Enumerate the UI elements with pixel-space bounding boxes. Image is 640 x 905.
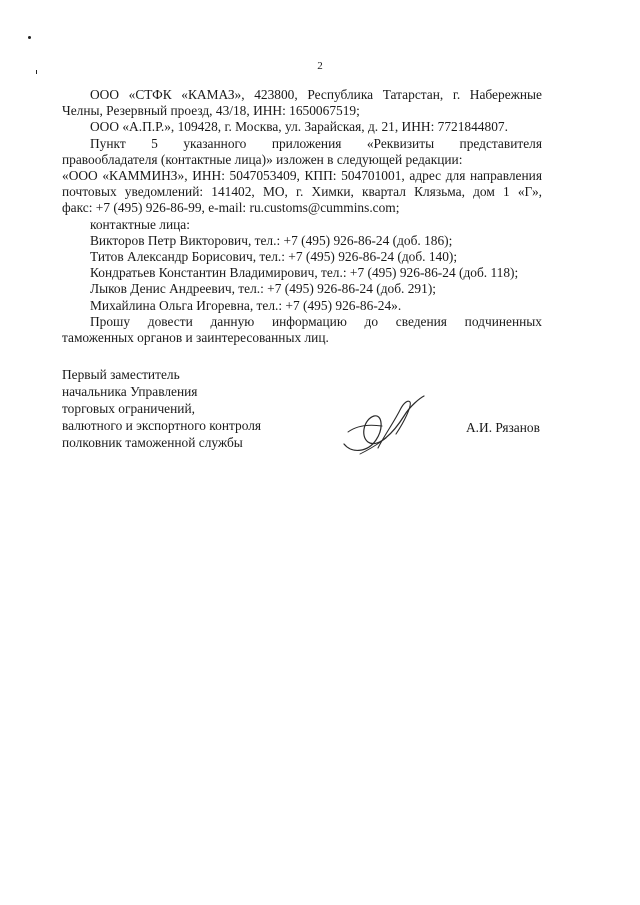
signatory-title-line: начальника Управления (62, 384, 198, 399)
signatory-title-line: торговых ограничений, (62, 401, 195, 416)
contact-item: Кондратьев Константин Владимирович, тел.: +7 (495) 926-86-24 (доб. 118); (90, 265, 519, 281)
contact-item: Викторов Петр Викторович, тел.: +7 (495) 926-86-24 (доб. 186); (90, 232, 453, 248)
text-line: Пункт 5 указанного приложения «Реквизиты представителя (90, 135, 542, 151)
paragraph-camminz (62, 168, 542, 217)
text-line: Челны, Резервный проезд, 43/18, ИНН: 1650067519; (62, 103, 360, 119)
signatory-title-line: полковник таможенной службы (62, 435, 243, 450)
text-line: факс: +7 (495) 926-86-99, e-mail: ru.customs@cummins.com; (62, 200, 400, 216)
contacts-label: контактные лица: (90, 216, 190, 232)
paragraph-request (62, 314, 542, 330)
contact-item: Михайлина Ольга Игоревна, тел.: +7 (495) 926-86-24». (90, 297, 402, 313)
text-line: правообладателя (контактные лица)» изложен в следующей редакции: (62, 151, 463, 167)
scan-speck (28, 36, 31, 39)
signatory-title-line: Первый заместитель (62, 367, 180, 382)
signatory-title (62, 366, 261, 451)
paragraph-punkt (62, 136, 542, 152)
contacts-list (62, 233, 542, 314)
text-line: таможенных органов и заинтересованных лиц. (62, 330, 329, 346)
text-line: ООО «СТФК «КАМАЗ», 423800, Республика Татарстан, г. Набережные (90, 87, 542, 102)
text-line: Прошу довести данную информацию до сведения подчиненных (90, 313, 542, 329)
letter-body (62, 87, 542, 346)
page-number: 2 (317, 60, 323, 72)
paragraph-kamaz (62, 87, 542, 103)
text-line: «ООО «КАММИНЗ», ИНН: 5047053409, КПП: 504701001, адрес для направления (62, 168, 542, 184)
paragraph-apr: ООО «А.П.Р.», 109428, г. Москва, ул. Зарайская, д. 21, ИНН: 7721844807. (90, 119, 508, 135)
contact-item: Лыков Денис Андреевич, тел.: +7 (495) 926-86-24 (доб. 291); (90, 281, 436, 297)
signatory-name: А.И. Рязанов (466, 420, 540, 435)
handwritten-signature (338, 392, 428, 462)
signatory-title-line: валютного и экспортного контроля (62, 418, 262, 433)
text-line: почтовых уведомлений: 141402, МО, г. Химки, квартал Клязьма, дом 1 «Г», (62, 184, 542, 200)
contact-item: Титов Александр Борисович, тел.: +7 (495) 926-86-24 (доб. 140); (90, 249, 458, 265)
